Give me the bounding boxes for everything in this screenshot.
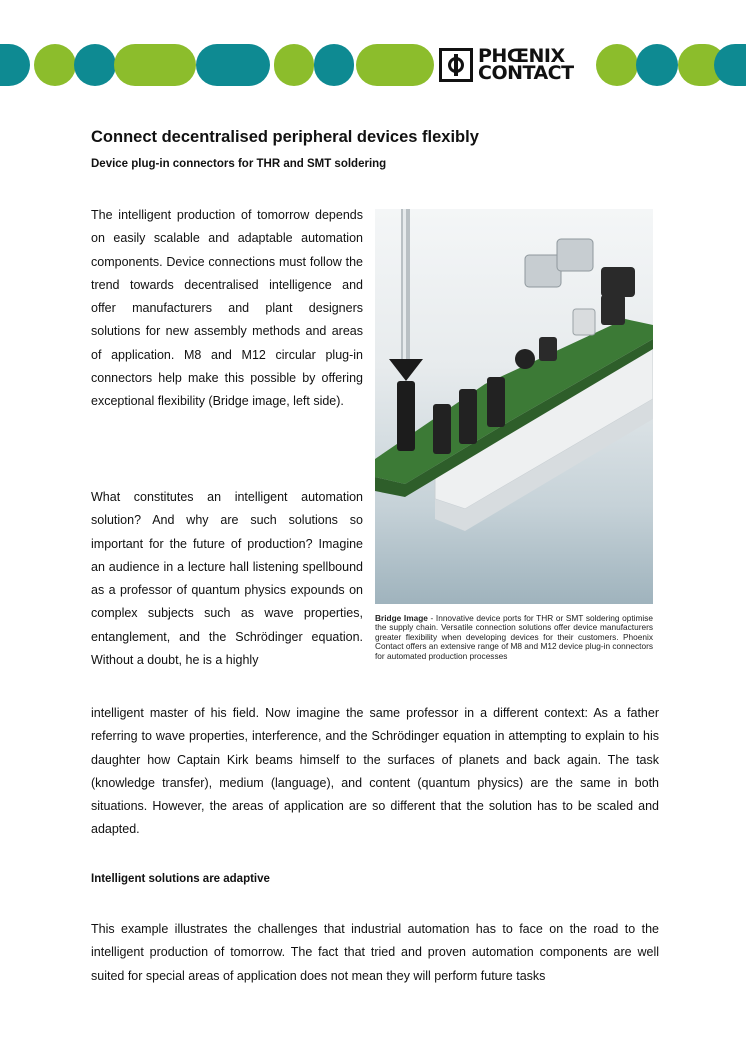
figure-caption xyxy=(375,614,653,661)
paragraph-question: What constitutes an intelligent automation solution? And why are such solutions so important for the future of production? Imagine an audience in a lecture hall listening spellbound as a professor of quantum physics expounds on complex subjects such as wave properties, entanglement, and the Schrödinger equation. Without a doubt, he is a highly xyxy=(91,490,363,668)
article-subtitle: Device plug-in connectors for THR and SMT soldering xyxy=(91,158,387,170)
connector-illustration xyxy=(375,209,653,604)
paragraph-example: This example illustrates the challenges that industrial automation has to face on the road to the intelligent production of tomorrow. The fact that tried and proven automation components are well suited for special areas of application does not mean they will perform future tasks xyxy=(91,922,659,983)
paragraph-professor: intelligent master of his field. Now imagine the same professor in a different context: As a father referring to wave properties, interference, and the Schrödinger equation in attempting to explain to his daughter how Captain Kirk beams himself to the surfaces of planets and back again. The task (knowledge transfer), medium (language), and content (quantum physics) are the same in both situations. However, the areas of application are so different that the solution has to be scaled and adapted. xyxy=(91,706,659,837)
article-title: Connect decentralised peripheral devices flexibly xyxy=(91,128,479,146)
green-dot xyxy=(596,44,638,86)
teal-pill xyxy=(196,44,270,86)
teal-dot xyxy=(74,44,116,86)
green-pill xyxy=(356,44,434,86)
logo-mark-icon xyxy=(439,48,473,82)
teal-dot xyxy=(0,44,30,86)
logo-wordmark: PHŒNIX CONTACT xyxy=(478,45,574,84)
bridge-image xyxy=(375,209,653,604)
phoenix-contact-logo xyxy=(439,46,591,84)
section-heading: Intelligent solutions are adaptive xyxy=(91,873,270,885)
teal-dot xyxy=(314,44,354,86)
caption-text: - Innovative device ports for THR or SMT soldering optimise the supply chain. Versatile connection solutions offer device manufacturers greater flexibility when developing devices for their customers. Phoenix Contact offers an extensive range of M8 and M12 device plug-in connectors for automated production processes xyxy=(375,613,653,661)
caption-label: Bridge Image xyxy=(375,613,428,623)
paragraph-intro: The intelligent production of tomorrow depends on easily scalable and adaptable automation components. Device connections must follow the trend towards decentralised intelligence and offer manufacturers and plant designers solutions for new assembly methods and areas of application. M8 and M12 circular plug-in connectors help make this possible by offering exceptional flexibility (Bridge image, left side). xyxy=(91,208,363,409)
green-pill xyxy=(114,44,196,86)
header-band xyxy=(0,44,746,86)
green-dot xyxy=(34,44,76,86)
green-dot xyxy=(274,44,314,86)
teal-dot xyxy=(636,44,678,86)
